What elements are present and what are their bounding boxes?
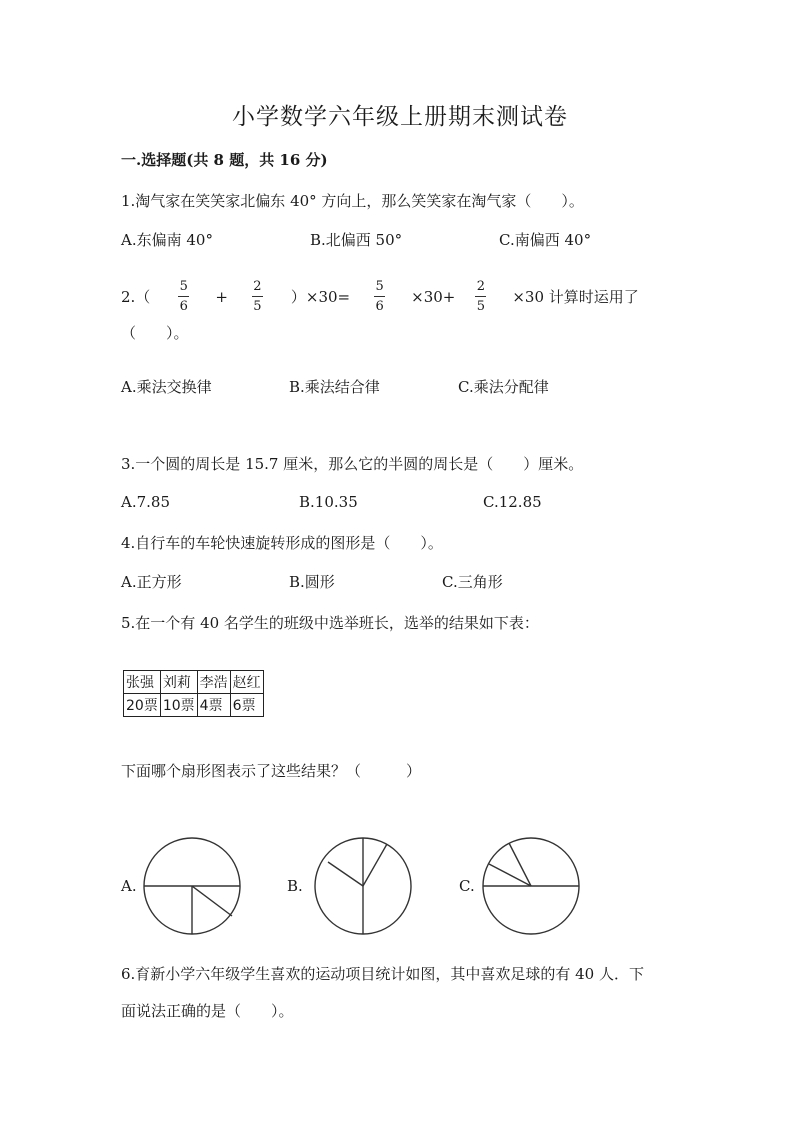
frac-numerator: 2 bbox=[476, 279, 485, 294]
question-2-option-b[interactable]: B.乘法结合律 bbox=[289, 378, 380, 396]
frac-denominator: 6 bbox=[375, 299, 384, 314]
question-1-option-b[interactable]: B.北偏西 50° bbox=[310, 231, 403, 249]
question-2-stem bbox=[121, 280, 639, 313]
question-2-line-2: （ ）。 bbox=[121, 324, 189, 342]
question-4-option-b[interactable]: B.圆形 bbox=[289, 573, 335, 591]
fraction-five-sixths bbox=[374, 280, 385, 313]
frac-numerator: 2 bbox=[253, 279, 262, 294]
q2-mid-2: ×30+ bbox=[411, 287, 456, 306]
table-cell: 10票 bbox=[160, 694, 197, 717]
table-row bbox=[124, 671, 264, 694]
fraction-two-fifths bbox=[252, 280, 263, 313]
table-cell: 李浩 bbox=[197, 671, 230, 694]
q2-mid-1: ）×30= bbox=[290, 288, 351, 306]
question-2-option-a[interactable]: A.乘法交换律 bbox=[121, 378, 212, 396]
question-4-stem: 4.自行车的车轮快速旋转形成的图形是（ ）。 bbox=[121, 534, 443, 552]
question-3-option-b[interactable]: B.10.35 bbox=[299, 493, 358, 511]
question-3-option-c[interactable]: C.12.85 bbox=[483, 493, 542, 511]
question-4-option-a[interactable]: A.正方形 bbox=[121, 573, 182, 591]
question-1-stem: 1.淘气家在笑笑家北偏东 40° 方向上，那么笑笑家在淘气家（ ）。 bbox=[121, 192, 584, 210]
question-4-option-c[interactable]: C.三角形 bbox=[442, 573, 503, 591]
frac-denominator: 6 bbox=[179, 299, 188, 314]
question-1-option-c[interactable]: C.南偏西 40° bbox=[499, 231, 592, 249]
table-row bbox=[124, 694, 264, 717]
frac-numerator: 5 bbox=[179, 279, 188, 294]
page-title: 小学数学六年级上册期末测试卷 bbox=[232, 104, 568, 130]
pie-divider bbox=[363, 844, 387, 886]
pie-chart-option-c[interactable] bbox=[480, 836, 582, 938]
question-2-option-c[interactable]: C.乘法分配律 bbox=[458, 378, 549, 396]
table-cell: 4票 bbox=[197, 694, 230, 717]
section-heading: 一.选择题(共 8 题，共 16 分) bbox=[121, 151, 328, 169]
pie-divider bbox=[192, 886, 232, 916]
question-1-option-a[interactable]: A.东偏南 40° bbox=[121, 231, 213, 249]
pie-chart-option-a[interactable] bbox=[140, 836, 244, 940]
pie-option-b-label[interactable]: B. bbox=[287, 877, 303, 895]
table-cell: 赵红 bbox=[230, 671, 263, 694]
table-cell: 20票 bbox=[124, 694, 161, 717]
q2-prefix: 2.（ bbox=[121, 288, 151, 306]
table-cell: 张强 bbox=[124, 671, 161, 694]
pie-option-a-label[interactable]: A. bbox=[121, 877, 137, 895]
question-6-line-1: 6.育新小学六年级学生喜欢的运动项目统计如图，其中喜欢足球的有 40 人．下 bbox=[121, 965, 644, 983]
pie-option-c-label[interactable]: C. bbox=[459, 877, 475, 895]
fraction-two-fifths bbox=[475, 280, 486, 313]
pie-chart-option-b[interactable] bbox=[312, 836, 414, 938]
q2-suffix: ×30 计算时运用了 bbox=[512, 288, 639, 306]
question-3-option-a[interactable]: A.7.85 bbox=[121, 493, 170, 511]
pie-divider bbox=[328, 862, 363, 886]
table-cell: 刘莉 bbox=[160, 671, 197, 694]
question-5-prompt: 下面哪个扇形图表示了这些结果？（ ） bbox=[121, 762, 422, 780]
question-6-line-2: 面说法正确的是（ ）。 bbox=[121, 1002, 294, 1020]
question-5-stem: 5.在一个有 40 名学生的班级中选举班长，选举的结果如下表： bbox=[121, 614, 539, 632]
question-3-stem: 3.一个圆的周长是 15.7 厘米，那么它的半圆的周长是（ ）厘米。 bbox=[121, 455, 584, 473]
table-cell: 6票 bbox=[230, 694, 263, 717]
fraction-five-sixths bbox=[178, 280, 189, 313]
frac-denominator: 5 bbox=[476, 299, 485, 314]
vote-table bbox=[123, 670, 264, 717]
frac-denominator: 5 bbox=[253, 299, 262, 314]
frac-numerator: 5 bbox=[375, 279, 384, 294]
q2-plus: + bbox=[215, 287, 228, 306]
